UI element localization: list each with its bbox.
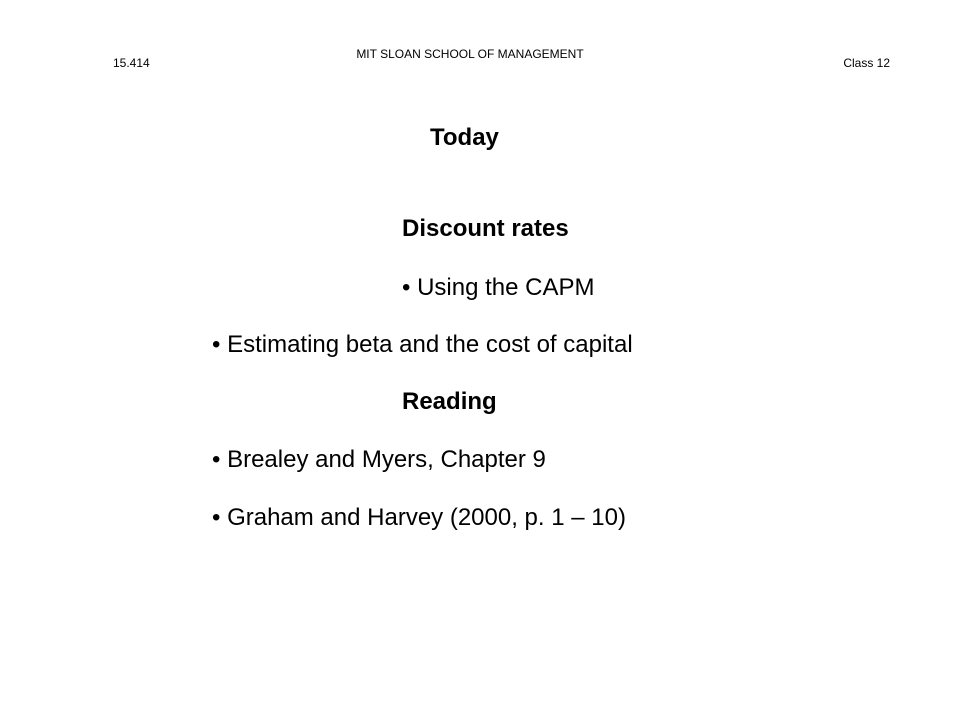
topic-item: • Estimating beta and the cost of capital [212, 331, 633, 358]
topic-item: • Using the CAPM [402, 274, 595, 301]
course-number: 15.414 [113, 56, 150, 70]
slide-title: Today [430, 124, 499, 151]
reading-item: • Graham and Harvey (2000, p. 1 – 10) [212, 504, 626, 531]
class-number: Class 12 [843, 56, 890, 70]
topics-heading: Discount rates [402, 215, 569, 242]
reading-heading: Reading [402, 388, 497, 415]
school-name: MIT SLOAN SCHOOL OF MANAGEMENT [356, 47, 584, 61]
reading-item: • Brealey and Myers, Chapter 9 [212, 446, 546, 473]
